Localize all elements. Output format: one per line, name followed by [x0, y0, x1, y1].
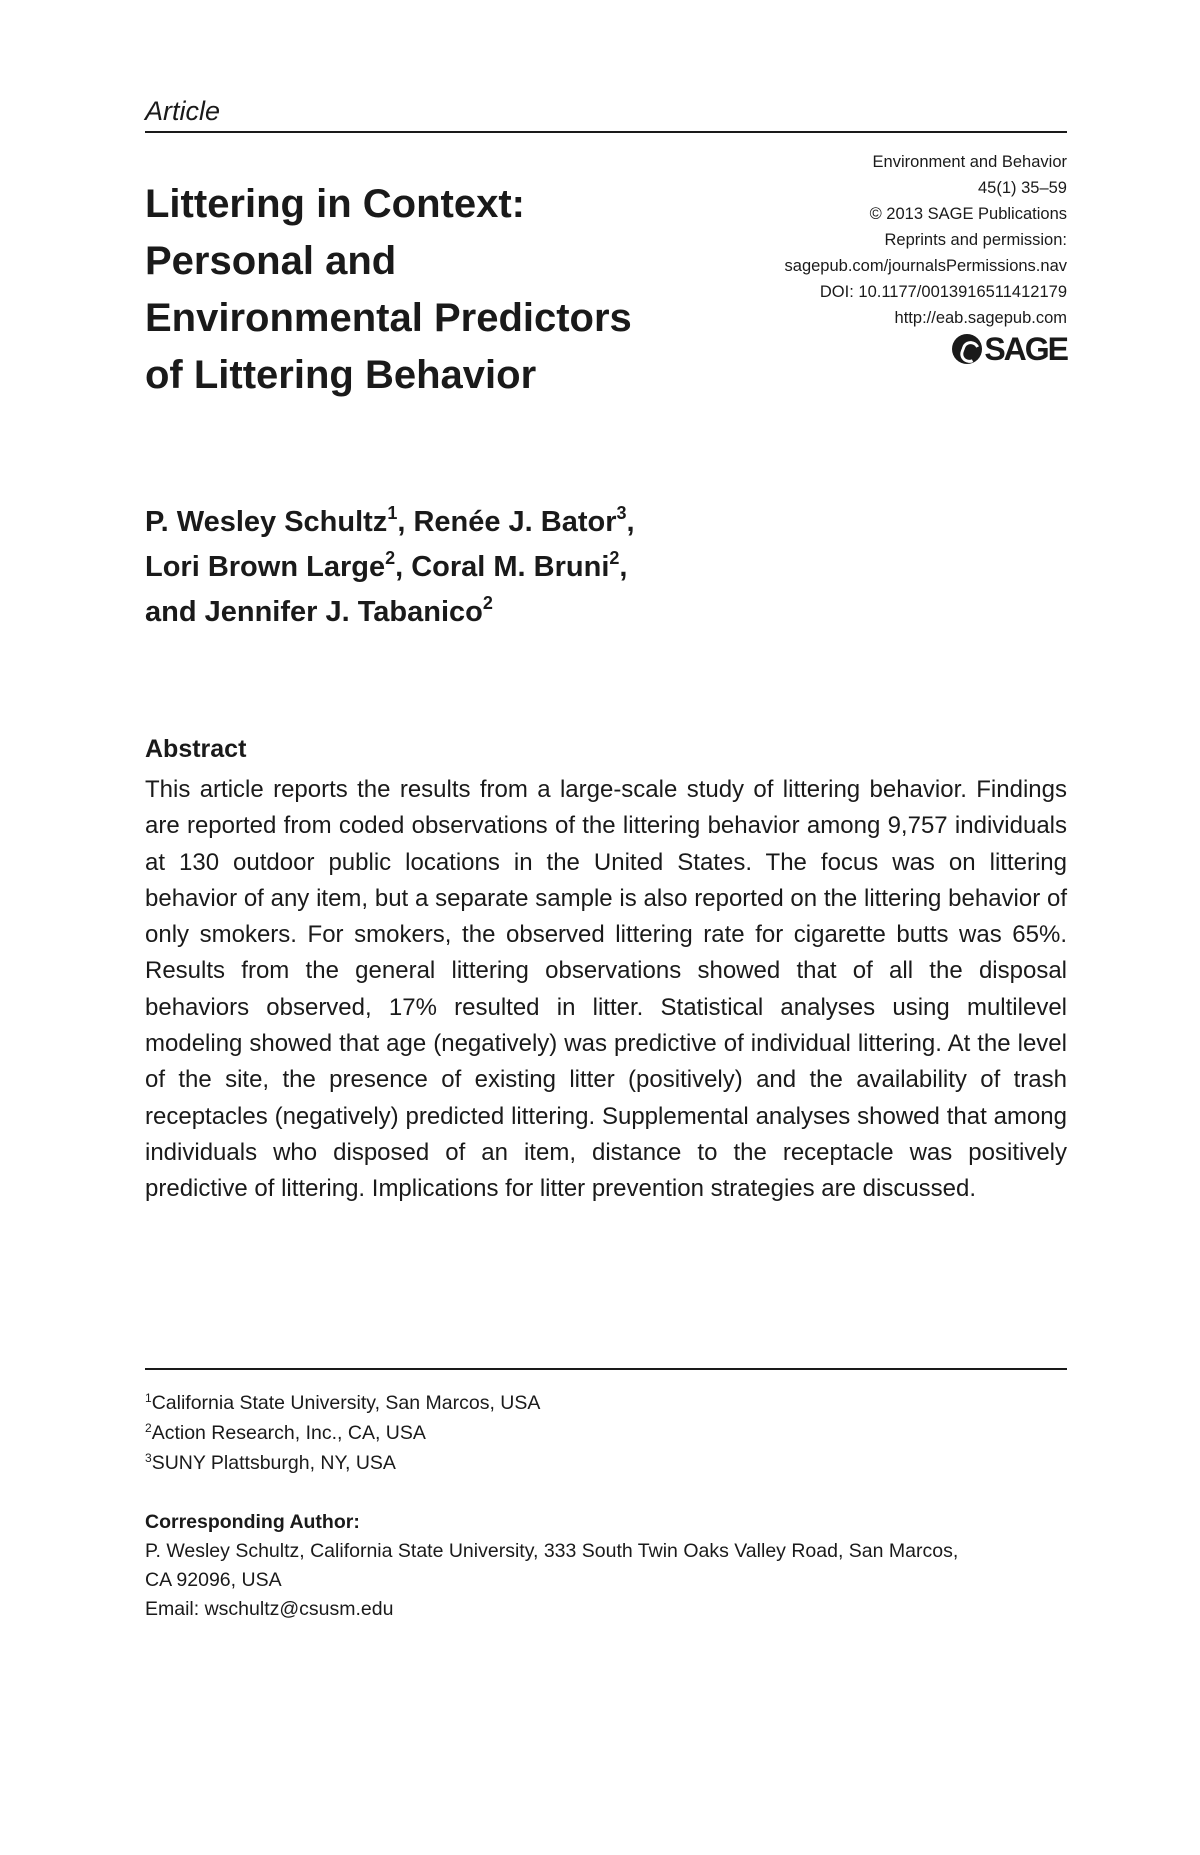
author-name: and Jennifer J. Tabanico [145, 596, 483, 628]
sage-logo-text: SAGE [984, 330, 1067, 367]
author-name: Coral M. Bruni [411, 551, 610, 583]
corresponding-author-label: Corresponding Author: [145, 1511, 360, 1533]
author-affiliation-sup: 3 [616, 503, 627, 523]
title-line: Littering in Context: [145, 182, 525, 226]
affiliation-list [145, 1388, 540, 1478]
affiliation-item [145, 1388, 540, 1418]
reprints-link[interactable]: sagepub.com/journalsPermissions.nav [784, 257, 1067, 275]
reprints-label: Reprints and permission: [884, 231, 1067, 249]
author-affiliation-sup: 2 [482, 593, 493, 613]
journal-volume: 45(1) 35–59 [978, 179, 1067, 197]
journal-url-link[interactable]: http://eab.sagepub.com [894, 309, 1067, 327]
corresponding-email[interactable]: Email: wschultz@csusm.edu [145, 1598, 394, 1620]
author-separator: , [619, 551, 628, 583]
author-name: Renée J. Bator [413, 506, 617, 538]
author-separator: , [626, 506, 635, 538]
title-line: Personal and [145, 239, 397, 283]
section-label: Article [145, 96, 221, 126]
journal-name: Environment and Behavior [872, 153, 1067, 171]
affiliation-sup: 3 [145, 1451, 152, 1465]
affiliation-text: California State University, San Marcos, USA [151, 1392, 541, 1414]
author-list [145, 500, 1045, 635]
author-name: Lori Brown Large [145, 551, 386, 583]
corresponding-author [145, 1508, 1067, 1624]
author-separator: , [395, 551, 412, 583]
journal-info [785, 149, 1067, 331]
journal-copyright: © 2013 SAGE Publications [869, 205, 1067, 223]
corresponding-address-line: P. Wesley Schultz, California State University, 333 South Twin Oaks Valley Road, San Marcos, [145, 1540, 959, 1562]
corresponding-address-line: CA 92096, USA [145, 1569, 282, 1591]
affiliation-item [145, 1448, 540, 1478]
author-line [145, 590, 1045, 635]
affiliation-item [145, 1418, 540, 1448]
author-affiliation-sup: 2 [385, 548, 396, 568]
doi: DOI: 10.1177/0013916511412179 [819, 283, 1067, 301]
abstract-body: This article reports the results from a large-scale study of littering behavior. Findings are reported from coded observations of the littering behavior among 9,757 individuals at 130 outdoor public locations in the United States. The focus was on littering behavior of any item, but a separate sample is also reported on the littering behavior of only smokers. For smokers, the observed littering rate for cigarette butts was 65%. Results from the general littering observations showed that of all the disposal behaviors observed, 17% resulted in litter. Statistical analyses using multilevel modeling showed that age (negatively) was predictive of individual littering. At the level of the site, the presence of existing litter (positively) and the availability of trash receptacles (negatively) predicted littering. Supplemental analyses showed that among individuals who disposed of an item, distance to the receptacle was positively predictive of littering. Implications for litter prevention strategies are discussed. [145, 776, 1067, 1203]
author-separator: , [397, 506, 414, 538]
author-line [145, 500, 1045, 545]
sage-logo [952, 332, 1067, 366]
header-rule [145, 131, 1067, 133]
title-line: Environmental Predictors [145, 296, 632, 340]
title-line: of Littering Behavior [145, 353, 537, 397]
author-name: P. Wesley Schultz [145, 506, 388, 538]
affiliation-text: Action Research, Inc., CA, USA [151, 1422, 426, 1444]
sage-logo-icon [952, 334, 982, 364]
author-affiliation-sup: 1 [387, 503, 398, 523]
author-affiliation-sup: 2 [609, 548, 620, 568]
abstract-heading: Abstract [145, 735, 247, 763]
affiliation-text: SUNY Plattsburgh, NY, USA [151, 1452, 396, 1474]
affiliation-sup: 1 [145, 1391, 152, 1405]
article-title [145, 176, 735, 404]
footnote-rule [145, 1368, 1067, 1370]
author-line [145, 545, 1045, 590]
affiliation-sup: 2 [145, 1421, 152, 1435]
